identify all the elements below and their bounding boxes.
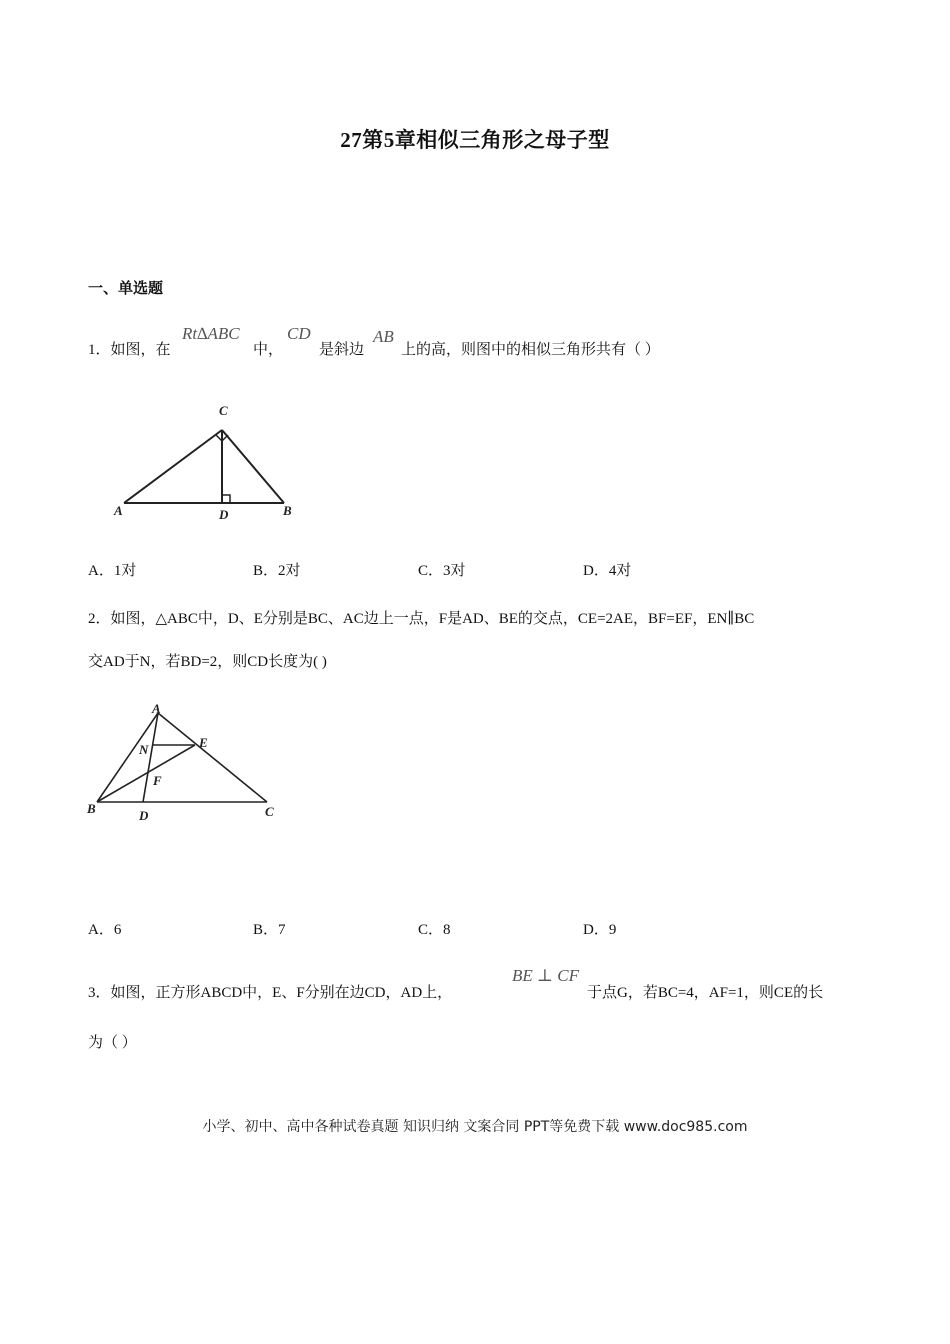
question-1-option-b: B．2对: [253, 563, 301, 579]
footer-text: 小学、初中、高中各种试卷真题 知识归纳 文案合同 PPT等免费下载 www.doc985.com: [202, 1119, 748, 1135]
question-1-math-cd: CD: [287, 324, 311, 343]
label-c: C: [265, 804, 274, 819]
label-f: F: [153, 773, 162, 788]
question-1-stem-d: 上的高，则图中的相似三角形共有（ ）: [401, 342, 660, 358]
label-c: C: [219, 403, 228, 418]
triangle-abc-lines: [124, 430, 284, 503]
question-1-stem-b: 中，: [253, 342, 284, 358]
section-heading: 一、单选题: [88, 281, 164, 297]
question-1-math-rt-abc: Rt∆ABC: [182, 324, 240, 343]
label-d: D: [139, 808, 149, 823]
triangle-abc-lines: [97, 713, 267, 802]
page-title: 27第5章相似三角形之母子型: [340, 128, 610, 152]
question-3-stem-b: 于点G，若BC=4，AF=1，则CE的长: [587, 985, 824, 1001]
label-a: A: [152, 701, 161, 716]
label-d: D: [219, 507, 229, 522]
question-2-stem-line-1: 2．如图，△ABC中，D、E分别是BC、AC边上一点，F是AD、BE的交点，CE=2AE，BF=EF，EN∥BC: [88, 611, 755, 627]
question-1-option-c: C．3对: [418, 563, 466, 579]
question-1-option-d: D．4对: [583, 563, 632, 579]
label-n: N: [139, 742, 149, 757]
question-3-math-be-perp-cf: BE ⊥ CF: [512, 966, 579, 985]
question-1-option-a: A．1对: [88, 563, 137, 579]
question-2-option-a: A．6: [88, 922, 122, 938]
question-1-math-ab: AB: [373, 327, 394, 346]
label-b: B: [283, 503, 292, 518]
label-e: E: [199, 735, 208, 750]
question-1-stem-a: 1．如图，在: [88, 342, 171, 358]
question-2-option-d: D．9: [583, 922, 617, 938]
label-b: B: [87, 801, 96, 816]
question-2-option-b: B．7: [253, 922, 286, 938]
label-a: A: [114, 503, 123, 518]
question-2-figure: [80, 695, 290, 830]
question-2-option-c: C．8: [418, 922, 451, 938]
question-1-figure: [100, 395, 320, 530]
question-3-stem-a: 3．如图，正方形ABCD中，E、F分别在边CD，AD上，: [88, 985, 453, 1001]
question-1-stem-c: 是斜边: [319, 342, 365, 358]
question-3-stem-line-2: 为（ ）: [88, 1035, 137, 1051]
question-2-stem-line-2: 交AD于N，若BD=2，则CD长度为( ): [88, 654, 327, 670]
